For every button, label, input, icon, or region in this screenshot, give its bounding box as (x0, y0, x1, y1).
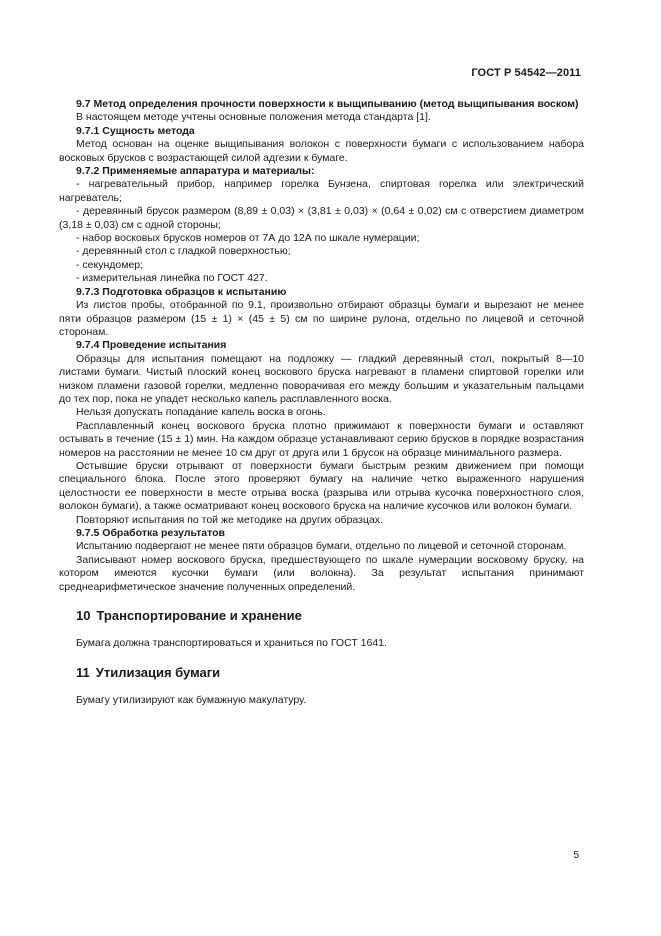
list-item: - измерительная линейка по ГОСТ 427. (76, 272, 268, 285)
list-dash: - (76, 272, 80, 285)
document-body (59, 98, 584, 708)
subsection-heading: 9.7.4 Проведение испытания (76, 339, 227, 352)
document-header: ГОСТ Р 54542—2011 (471, 67, 581, 79)
paragraph: В настоящем методе учтены основные положения метода стандарта [1]. (76, 111, 431, 124)
paragraph: Испытанию подвергают не менее пяти образцов бумаги, отдельно по лицевой и сеточной сторонам. (76, 540, 567, 553)
paragraph: Бумагу утилизируют как бумажную макулатуру. (76, 694, 307, 707)
page-number: 5 (573, 850, 579, 861)
paragraph: Образцы для испытания помещают на подложку — гладкий деревянный стол, покрытый 8—10 листами бумаги. Чистый плоский конец воскового бруска нагревают в пламени спиртовой горелки или низком пламени газовой горелки, медленно поворачивая его между большим и указательным пальцами до тех пор, пока не упадет несколько капель расплавленного воска. (59, 352, 584, 405)
list-dash: - (76, 232, 80, 245)
list-item: - деревянный стол с гладкой поверхностью; (76, 245, 291, 258)
list-dash: - (76, 205, 80, 218)
paragraph: Метод основан на оценке выщипывания волокон с поверхности бумаги с использованием набора восковых брусков с возрастающей силой адгезии к бумаге. (59, 138, 584, 164)
list-item: - секундомер; (76, 258, 144, 271)
section-11-heading: 11 Утилизация бумаги (76, 664, 221, 680)
paragraph: Расплавленный конец воскового бруска плотно прижимают к поверхности бумаги и оставляют остывать в течение (15 ± 1) мин. На каждом образце устанавливают серию брусков в порядке возрастания номеров на расстоянии не менее 10 см друг от друга или 1 брусок на образце минимального размера. (59, 419, 584, 459)
paragraph: Повторяют испытания по той же методике на других образцах. (76, 513, 383, 526)
subsection-heading: 9.7.2 Применяемые аппаратура и материалы: (76, 165, 315, 178)
list-item: - нагревательный прибор, например горелка Бунзена, спиртовая горелка или электрический нагреватель; (59, 178, 584, 204)
subsection-heading: 9.7.1 Сущность метода (76, 124, 195, 137)
subsection-heading: 9.7.5 Обработка результатов (76, 527, 225, 539)
list-dash: - (76, 245, 80, 258)
subsection-heading: 9.7.3 Подготовка образцов к испытанию (76, 285, 287, 298)
paragraph: Записывают номер воскового бруска, предшествующего по шкале нумерации восковому бруску, на котором имеются кусочки бумаги (или волокна). За результат испытания принимают среднеарифметическое значение полученных определений. (59, 553, 584, 593)
list-item: - набор восковых брусков номеров от 7А до 12А по шкале нумерации; (76, 232, 420, 245)
list-dash: - (76, 178, 80, 191)
paragraph: Нельзя допускать попадание капель воска в огонь. (76, 406, 326, 419)
paragraph: Из листов пробы, отобранной по 9.1, произвольно отбирают образцы бумаги и вырезают не менее пяти образцов размером (15 ± 1) × (45 ± 5) см по ширине рулона, отдельно по лицевой и сеточной сторонам. (59, 299, 584, 338)
list-item: - деревянный брусок размером (8,89 ± 0,03) × (3,81 ± 0,03) × (0,64 ± 0,02) см с отверстием диаметром (3,18 ± 0,03) см с одной стороны; (59, 205, 584, 231)
section-10-heading: 10 Транспортирование и хранение (76, 608, 302, 624)
section-9-7-heading: 9.7 Метод определения прочности поверхности к выщипыванию (метод выщипывания воском) (76, 98, 579, 110)
paragraph: Остывшие бруски отрывают от поверхности бумаги быстрым резким движением при помощи специального блока. После этого проверяют бумагу на наличие четко выраженного нарушения целостности ее поверхности в месте отрыва воска (разрыва или отрыва кусочка поверхностного слоя, волокон бумаги), а также осматривают конец воскового бруска на наличие кусочков или волокон бумаги. (59, 459, 584, 513)
list-dash: - (76, 258, 80, 271)
paragraph: Бумага должна транспортироваться и храниться по ГОСТ 1641. (76, 637, 387, 650)
